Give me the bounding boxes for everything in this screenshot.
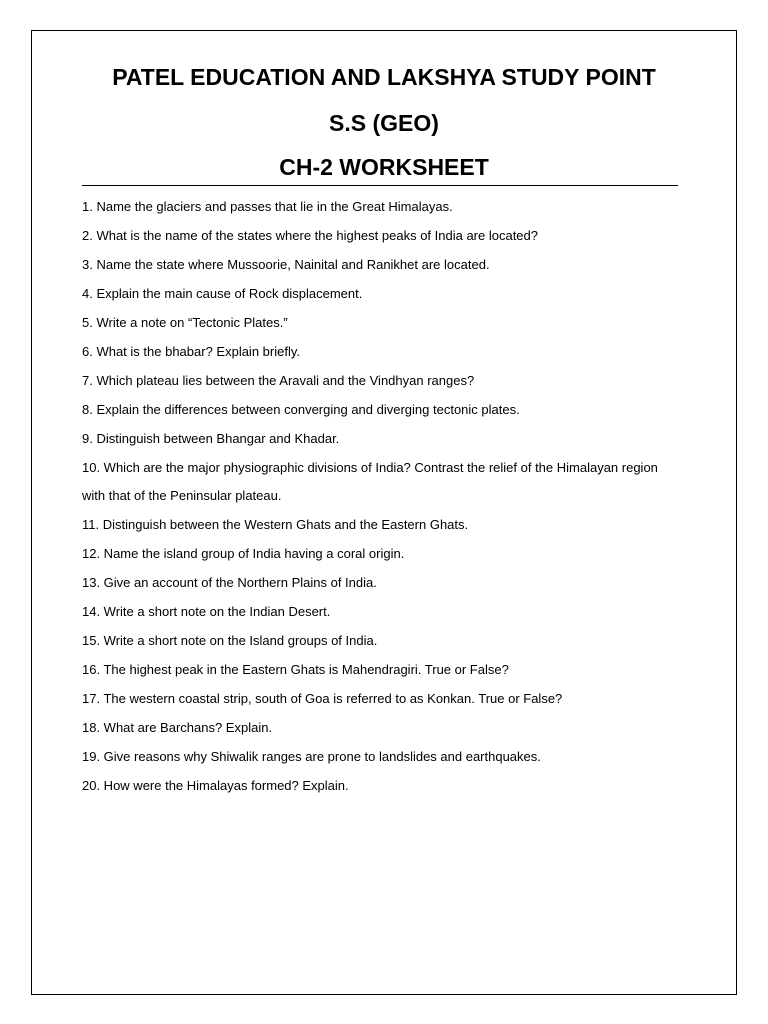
question-continuation: with that of the Peninsular plateau. [82,488,282,503]
question-item: 1. Name the glaciers and passes that lie in the Great Himalayas. [82,199,453,214]
subject-heading: S.S (GEO) [329,110,439,136]
question-item: 2. What is the name of the states where the highest peaks of India are located? [82,228,538,243]
question-item: 13. Give an account of the Northern Plains of India. [82,575,377,590]
question-item: 9. Distinguish between Bhangar and Khadar. [82,431,340,446]
question-item: 6. What is the bhabar? Explain briefly. [82,344,300,359]
question-item: 5. Write a note on “Tectonic Plates.” [82,315,288,330]
question-item: 8. Explain the differences between converging and diverging tectonic plates. [82,402,520,417]
question-item: 4. Explain the main cause of Rock displacement. [82,286,363,301]
question-item: 18. What are Barchans? Explain. [82,720,273,735]
question-item: 16. The highest peak in the Eastern Ghats is Mahendragiri. True or False? [82,662,509,677]
question-item: 7. Which plateau lies between the Aravali and the Vindhyan ranges? [82,373,475,388]
question-item: 3. Name the state where Mussoorie, Nainital and Ranikhet are located. [82,257,490,272]
question-item: 15. Write a short note on the Island groups of India. [82,633,378,648]
question-item: 12. Name the island group of India having a coral origin. [82,546,405,561]
question-item: 10. Which are the major physiographic divisions of India? Contrast the relief of the Himalayan region [82,460,658,475]
worksheet-title: PATEL EDUCATION AND LAKSHYA STUDY POINT [112,64,656,90]
question-item: 11. Distinguish between the Western Ghats and the Eastern Ghats. [82,517,469,532]
question-item: 17. The western coastal strip, south of Goa is referred to as Konkan. True or False? [82,691,563,706]
header-divider [82,185,678,186]
worksheet-heading: CH-2 WORKSHEET [279,154,489,180]
question-item: 19. Give reasons why Shiwalik ranges are prone to landslides and earthquakes. [82,749,541,764]
question-item: 20. How were the Himalayas formed? Explain. [82,778,349,793]
question-list [82,197,678,805]
question-item: 14. Write a short note on the Indian Desert. [82,604,331,619]
